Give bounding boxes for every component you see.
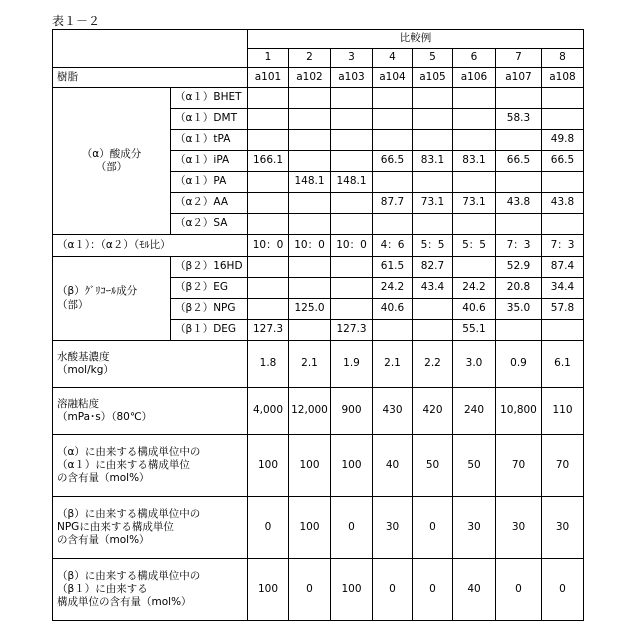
table-cell: a107 xyxy=(496,68,542,88)
table-cell xyxy=(413,299,453,320)
table-cell: 166.1 xyxy=(248,151,289,172)
sub-label: （β１）DEG xyxy=(171,320,248,341)
table-cell: 100 xyxy=(289,435,331,497)
table-cell xyxy=(373,109,413,130)
table-row-alpha xyxy=(53,88,584,109)
table-cell: 148.1 xyxy=(331,172,373,193)
table-cell: 2.1 xyxy=(289,341,331,388)
table-cell xyxy=(331,151,373,172)
table-cell xyxy=(373,320,413,341)
table-cell: 100 xyxy=(331,559,373,621)
table-cell xyxy=(331,257,373,278)
table-cell: 40.6 xyxy=(453,299,496,320)
table-cell: 0 xyxy=(289,559,331,621)
table-cell xyxy=(453,109,496,130)
table-cell xyxy=(331,214,373,235)
table-cell: 43.4 xyxy=(413,278,453,299)
table-cell: 61.5 xyxy=(373,257,413,278)
table-cell: 430 xyxy=(373,388,413,435)
sub-label: （β２）16HD xyxy=(171,257,248,278)
table-cell xyxy=(289,151,331,172)
table-cell: 1.8 xyxy=(248,341,289,388)
table-cell xyxy=(542,172,584,193)
table-row-viscosity xyxy=(53,388,584,435)
table-cell xyxy=(373,130,413,151)
table-cell xyxy=(289,88,331,109)
table-cell xyxy=(413,172,453,193)
table-cell xyxy=(331,193,373,214)
sub-label: （β２）EG xyxy=(171,278,248,299)
table-row-content-npg xyxy=(53,497,584,559)
column-header: 2 xyxy=(289,49,331,68)
row-label xyxy=(53,341,248,388)
table-cell: 87.4 xyxy=(542,257,584,278)
table-cell xyxy=(248,278,289,299)
sub-label: （α１）tPA xyxy=(171,130,248,151)
table-cell: 0 xyxy=(373,559,413,621)
table-cell xyxy=(289,193,331,214)
table-cell: 66.5 xyxy=(542,151,584,172)
table-cell: a108 xyxy=(542,68,584,88)
table-cell: 49.8 xyxy=(542,130,584,151)
sub-label: （α１）BHET xyxy=(171,88,248,109)
table-cell: 70 xyxy=(542,435,584,497)
table-cell xyxy=(542,88,584,109)
table-cell xyxy=(453,172,496,193)
table-cell: 12,000 xyxy=(289,388,331,435)
sub-label: （α１）PA xyxy=(171,172,248,193)
group-label-line: （α）酸成分 xyxy=(57,148,166,161)
table-cell xyxy=(331,278,373,299)
table-cell: 43.8 xyxy=(496,193,542,214)
table-cell xyxy=(413,130,453,151)
table-cell: 0.9 xyxy=(496,341,542,388)
row-label-line: NPGに由来する構成単位 xyxy=(57,521,245,534)
row-label-line: 溶融粘度 xyxy=(57,398,245,411)
table-cell: a103 xyxy=(331,68,373,88)
table-cell: 3.0 xyxy=(453,341,496,388)
table-cell xyxy=(542,320,584,341)
column-header: 8 xyxy=(542,49,584,68)
row-label-line: の含有量（mol%） xyxy=(57,534,245,547)
row-label: 樹脂 xyxy=(53,68,248,88)
sub-label: （α１）DMT xyxy=(171,109,248,130)
table-cell xyxy=(453,214,496,235)
row-label-line: （β）に由来する構成単位中の xyxy=(57,570,245,583)
table-cell: 57.8 xyxy=(542,299,584,320)
table-cell xyxy=(453,88,496,109)
row-label-line: （β）に由来する構成単位中の xyxy=(57,508,245,521)
table-cell: 7：3 xyxy=(496,235,542,257)
table-cell xyxy=(248,257,289,278)
table-cell xyxy=(373,88,413,109)
table-cell: 73.1 xyxy=(413,193,453,214)
table-cell: 52.9 xyxy=(496,257,542,278)
table-cell: 50 xyxy=(453,435,496,497)
table-cell xyxy=(496,130,542,151)
table-cell xyxy=(373,172,413,193)
table-cell xyxy=(496,320,542,341)
table-row-hydroxyl xyxy=(53,341,584,388)
table-cell: 10：0 xyxy=(248,235,289,257)
table-cell: 1.9 xyxy=(331,341,373,388)
table-cell: 0 xyxy=(413,497,453,559)
table-cell: a106 xyxy=(453,68,496,88)
table-cell: a101 xyxy=(248,68,289,88)
table-cell: 50 xyxy=(413,435,453,497)
table-cell: 100 xyxy=(248,435,289,497)
table-cell xyxy=(331,130,373,151)
table-cell xyxy=(373,214,413,235)
row-label xyxy=(53,559,248,621)
header-corner xyxy=(53,30,248,68)
table-cell: 2.2 xyxy=(413,341,453,388)
table-cell: 420 xyxy=(413,388,453,435)
row-label xyxy=(53,497,248,559)
table-cell: 100 xyxy=(248,559,289,621)
column-header: 6 xyxy=(453,49,496,68)
row-label xyxy=(53,388,248,435)
column-header: 1 xyxy=(248,49,289,68)
row-label-line: 水酸基濃度 xyxy=(57,351,245,364)
table-cell: 4,000 xyxy=(248,388,289,435)
table-cell xyxy=(496,172,542,193)
table-cell xyxy=(248,88,289,109)
table-cell: 0 xyxy=(248,497,289,559)
row-label-line: （α１）に由来する構成単位 xyxy=(57,459,245,472)
table-cell xyxy=(289,214,331,235)
table-cell: 5：5 xyxy=(413,235,453,257)
table-cell xyxy=(289,257,331,278)
table-cell xyxy=(453,130,496,151)
table-cell: 5：5 xyxy=(453,235,496,257)
table-cell: 148.1 xyxy=(289,172,331,193)
table-cell xyxy=(248,214,289,235)
table-cell: 82.7 xyxy=(413,257,453,278)
table-cell: 240 xyxy=(453,388,496,435)
table-cell: 30 xyxy=(496,497,542,559)
table-cell xyxy=(289,109,331,130)
table-cell xyxy=(331,299,373,320)
row-label: （α１）：（α２）（ﾓﾙ比） xyxy=(53,235,248,257)
table-cell: 10：0 xyxy=(331,235,373,257)
table-cell: 73.1 xyxy=(453,193,496,214)
table-cell xyxy=(289,130,331,151)
table-cell xyxy=(289,278,331,299)
row-label-line: の含有量（mol%） xyxy=(57,472,245,485)
table-cell xyxy=(248,172,289,193)
table-cell: 35.0 xyxy=(496,299,542,320)
table-cell: 900 xyxy=(331,388,373,435)
table-cell: 30 xyxy=(453,497,496,559)
table-cell: 43.8 xyxy=(542,193,584,214)
table-cell: 127.3 xyxy=(248,320,289,341)
table-cell: 24.2 xyxy=(373,278,413,299)
table-row-content-alpha1 xyxy=(53,435,584,497)
table-cell: 83.1 xyxy=(413,151,453,172)
table-cell: 0 xyxy=(542,559,584,621)
table-cell xyxy=(331,88,373,109)
table-cell: 127.3 xyxy=(331,320,373,341)
table-cell: 7：3 xyxy=(542,235,584,257)
group-label-line: （部） xyxy=(57,161,166,174)
table-cell: 66.5 xyxy=(496,151,542,172)
header-group: 比較例 xyxy=(248,30,584,49)
table-cell: a105 xyxy=(413,68,453,88)
table-cell xyxy=(248,193,289,214)
table-cell: 24.2 xyxy=(453,278,496,299)
table-cell: 0 xyxy=(496,559,542,621)
table-cell xyxy=(453,257,496,278)
table-cell xyxy=(248,130,289,151)
table-cell: 20.8 xyxy=(496,278,542,299)
table-cell: 10,800 xyxy=(496,388,542,435)
table-cell: 100 xyxy=(289,497,331,559)
table-cell xyxy=(413,320,453,341)
table-caption: 表１－２ xyxy=(52,12,100,29)
table-cell: 0 xyxy=(413,559,453,621)
table-cell: 100 xyxy=(331,435,373,497)
table-cell xyxy=(496,214,542,235)
table-cell: 110 xyxy=(542,388,584,435)
group-label-alpha xyxy=(53,88,171,235)
table-cell: 87.7 xyxy=(373,193,413,214)
table-cell: 55.1 xyxy=(453,320,496,341)
table-cell: 70 xyxy=(496,435,542,497)
table-cell: 66.5 xyxy=(373,151,413,172)
table-cell xyxy=(496,88,542,109)
table-cell: 0 xyxy=(331,497,373,559)
table-cell: a104 xyxy=(373,68,413,88)
table-cell: 125.0 xyxy=(289,299,331,320)
table-cell xyxy=(413,88,453,109)
sub-label: （α２）AA xyxy=(171,193,248,214)
group-label-line: （β）ｸﾞﾘｺｰﾙ成分 xyxy=(57,285,168,298)
table-cell: 2.1 xyxy=(373,341,413,388)
table-cell xyxy=(542,109,584,130)
table-cell: 83.1 xyxy=(453,151,496,172)
table-cell: 40 xyxy=(373,435,413,497)
sub-label: （β２）NPG xyxy=(171,299,248,320)
table-cell xyxy=(289,320,331,341)
table-cell xyxy=(542,214,584,235)
column-header: 3 xyxy=(331,49,373,68)
sub-label: （α２）SA xyxy=(171,214,248,235)
header-row-1 xyxy=(53,30,584,49)
table-cell: a102 xyxy=(289,68,331,88)
table-row-resin xyxy=(53,68,584,88)
table-row-beta xyxy=(53,257,584,278)
row-label-line: 構成単位の含有量（mol%） xyxy=(57,596,245,609)
row-label-line: （α）に由来する構成単位中の xyxy=(57,446,245,459)
table-cell: 30 xyxy=(542,497,584,559)
row-label-line: （mol/kg） xyxy=(57,364,245,377)
group-label-beta xyxy=(53,257,171,341)
table-cell: 40.6 xyxy=(373,299,413,320)
row-label-line: （mPa･s）（80℃） xyxy=(57,411,245,424)
table-cell: 40 xyxy=(453,559,496,621)
table-cell xyxy=(248,299,289,320)
table-cell: 30 xyxy=(373,497,413,559)
sub-label: （α１）iPA xyxy=(171,151,248,172)
comparison-table xyxy=(52,29,584,621)
row-label-line: （β１）に由来する xyxy=(57,583,245,596)
column-header: 5 xyxy=(413,49,453,68)
table-row-ratio xyxy=(53,235,584,257)
table-cell xyxy=(413,109,453,130)
table-cell: 34.4 xyxy=(542,278,584,299)
column-header: 4 xyxy=(373,49,413,68)
table-cell: 58.3 xyxy=(496,109,542,130)
column-header: 7 xyxy=(496,49,542,68)
table-cell xyxy=(331,109,373,130)
row-label xyxy=(53,435,248,497)
table-row-content-beta1 xyxy=(53,559,584,621)
group-label-line: （部） xyxy=(57,299,168,312)
table-cell: 10：0 xyxy=(289,235,331,257)
table-cell: 4：6 xyxy=(373,235,413,257)
table-cell xyxy=(413,214,453,235)
table-cell xyxy=(248,109,289,130)
table-cell: 6.1 xyxy=(542,341,584,388)
